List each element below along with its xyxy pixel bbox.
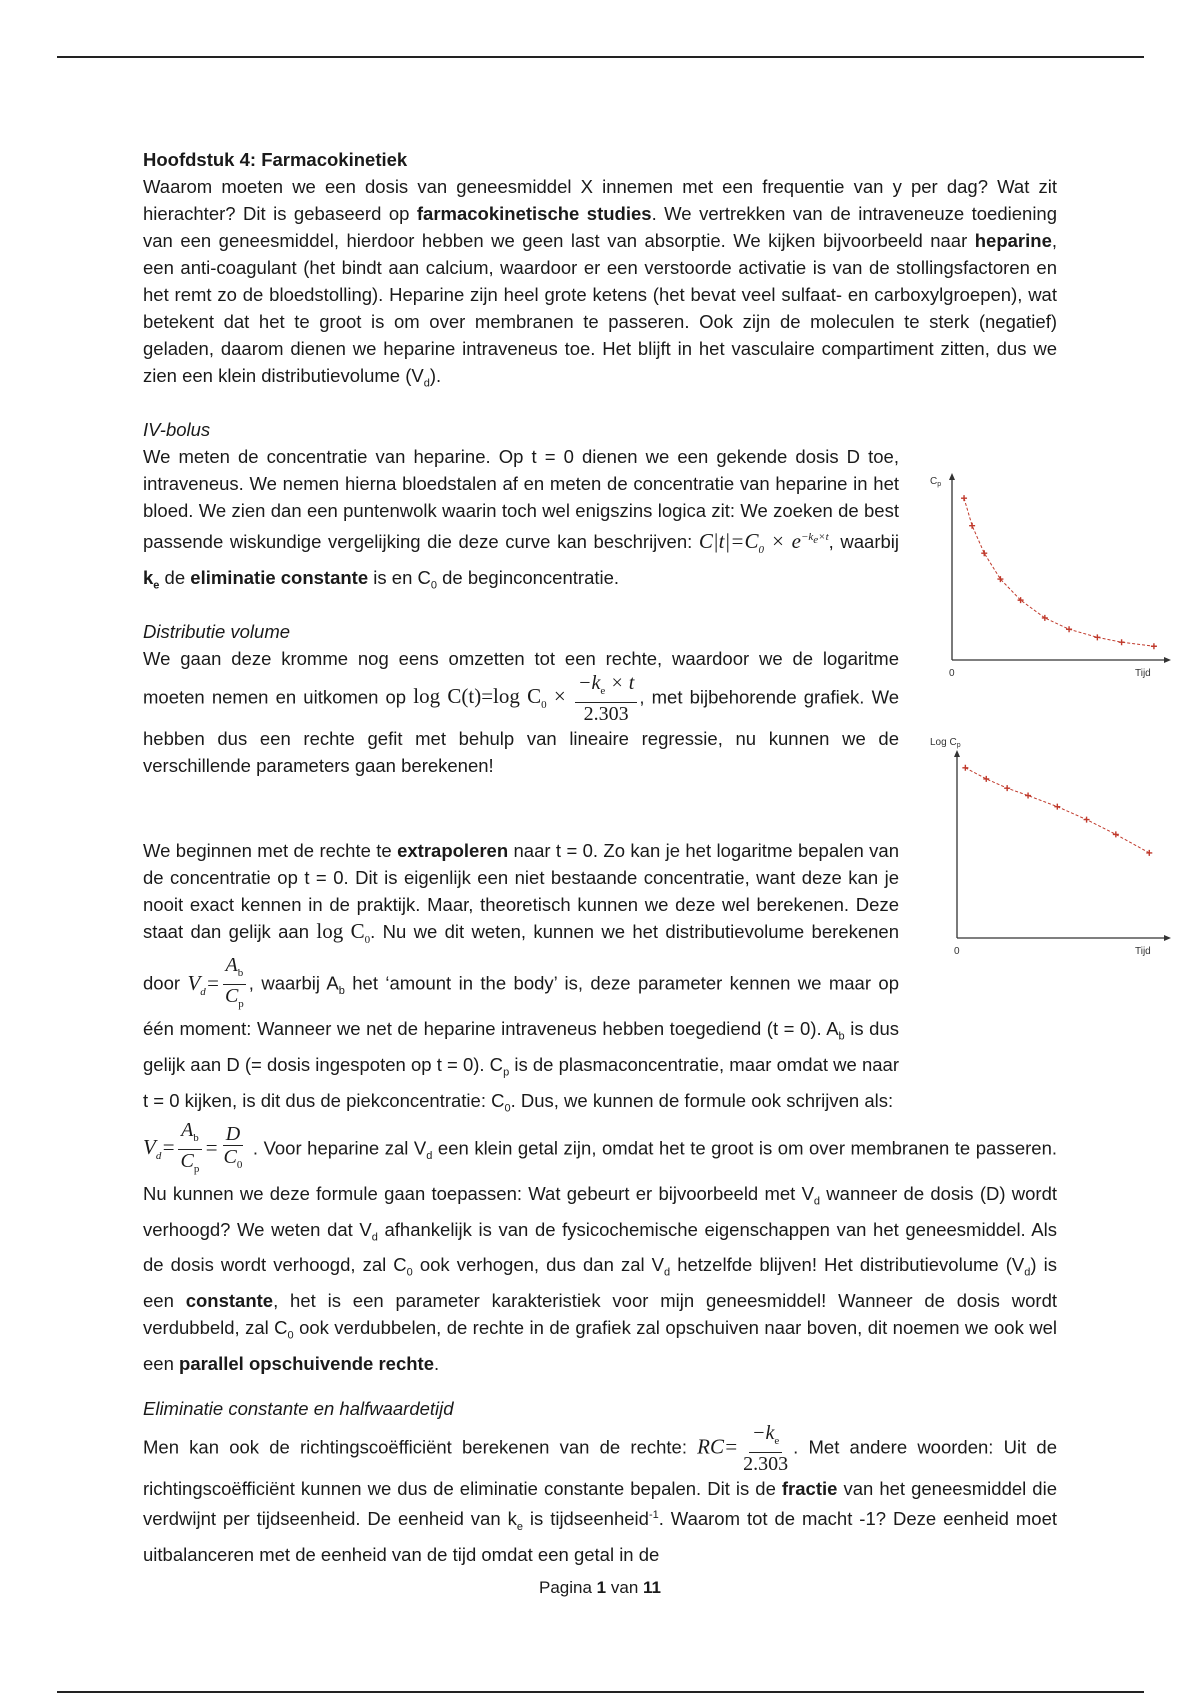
vd-continuation-block: $V_d=$ $\frac{A_b}{C_p}$ = $\frac{D}{C_0}$ . Voor heparine zal $V_d$ een klein getal zijn, omdat het te groot is om over membranen te passeren. Nu kunnen we deze formule gaan toepassen: Wat gebeurt er bijvoorbeeld met $V_d$ wanneer de dosis (D) wordt verhoogd? We weten dat $V_d$ afhankelijk is van de fysicochemische eigenschappen van het geneesmiddel. Als de dosis wordt verhoogd, zal $C_0$ ook verhogen, dus dan zal $V_d$ hetzelfde blijven! Het distributievolume $(V_d)$ is een constante, het is een parameter karakteristiek voor mijn geneesmiddel! Wanneer de dosis wordt verdubbeld, zal $C_0$ ook verdubbelen, de rechte in de grafiek zal opschuiven naar boven, dit noemen we ook wel een parallel opschuivende rechte. Eliminatie constante en halfwaardetijd Men kan ook de richtingscoëfficiënt berekenen van de rechte: RC= $\frac{-k_e}{2.303}$ . Met andere woorden: Uit de richtingscoëfficiënt kunnen we dus de eliminatie constante bepalen. Dit is de fractie van het geneesmiddel die verdwijnt per tijdseenheid. De eenheid van $k_e$ is tijdseenheid$^{-1}$. Waarom tot de macht -1? Deze eenheid moet uitbalanceren met de eenheid van de tijd omdat een getal in de	[143, 1119, 1057, 1568]
page-footer: Pagina 1 van 11	[539, 1578, 661, 1597]
data-point	[1084, 817, 1090, 823]
origin-label: 0	[949, 668, 955, 679]
fraction-log-formula: $\frac{-k_e \times t}{2.303}$	[575, 672, 637, 725]
fraction-rc: $\frac{-k_e}{2.303}$	[743, 1421, 789, 1475]
y-axis-label: Log $C_p$	[930, 737, 961, 749]
data-point	[969, 523, 975, 529]
eliminatie-paragraph: Men kan ook de richtingscoëfficiënt berekenen van de rechte: RC= $\frac{-k_e}{2.303}$ . Met andere woorden: Uit de richtingscoëfficiënt kunnen we dus de eliminatie constante bepalen. Dit is de fractie van het geneesmiddel die verdwijnt per tijdseenheid. De eenheid van $k_e$ is tijdseenheid$^{-1}$. Waarom tot de macht -1? Deze eenheid moet uitbalanceren met de eenheid van de tijd omdat een getal in de	[143, 1421, 1057, 1565]
fraction-d-c0: $\frac{D}{C_0}$	[223, 1123, 243, 1171]
section-title-iv-bolus: IV-bolus	[143, 418, 211, 440]
data-point	[1066, 626, 1072, 632]
data-point	[962, 765, 968, 771]
x-axis-arrow	[1164, 935, 1171, 941]
data-point	[961, 495, 967, 501]
data-point	[1146, 850, 1152, 856]
origin-label: 0	[954, 946, 960, 957]
y-axis-label: $C_p$	[930, 476, 942, 488]
data-point	[1113, 831, 1119, 837]
trend-line	[964, 498, 1154, 646]
extrapolatie-block: We beginnen met de rechte te extrapoleren naar t = 0. Zo kan je het logaritme bepalen van de concentratie op t = 0. Dit is eigenlijk een niet bestaande concentratie, want deze kan je nooit exact kennen in de praktijk. Maar, theoretisch kunnen we deze wel berekenen. Deze staat dan gelijk aan $\log C_0$. Nu we dit weten, kunnen we het distributievolume berekenen door $V_d=$ $\frac{A_b}{C_p}$ , waarbij $A_b$ het ‘amount in the body’ is, deze parameter kennen we maar op één moment: Wanneer we net de heparine intraveneus hebben toegediend (t = 0). $A_b$ is dus gelijk aan D (= dosis ingespoten op t = 0). $C_p$ is de plasmaconcentratie, maar omdat we naar t = 0 kijken, is dit dus de piekconcentratie: $C_0$. Dus, we kunnen de formule ook schrijven als:	[143, 840, 900, 1115]
trend-line	[965, 768, 1149, 853]
data-point	[1054, 804, 1060, 810]
document-page	[143, 146, 1057, 833]
chapter-heading: Hoofdstuk 4: Farmacokinetiek	[143, 149, 408, 170]
top-rule	[57, 56, 1144, 58]
section-title-distributie-volume: Distributie volume	[143, 620, 291, 642]
fraction-vd: $\frac{A_b}{C_p}$	[222, 954, 247, 1015]
y-axis-arrow	[954, 750, 960, 757]
distributie-paragraph: We gaan deze kromme nog eens omzetten tot een rechte, waardoor we de logaritme moeten nemen en uitkomen op log C(t)=log $C_0$ × $\frac{-k_e \times t}{2.303}$ , met bijbehorende grafiek. We hebben dus een rechte gefit met behulp van lineaire regressie, nu kunnen we de verschillende parameters gaan berekenen!	[143, 647, 899, 776]
data-point	[1119, 639, 1125, 645]
bottom-rule	[57, 1691, 1144, 1693]
extrapolatie-paragraph	[143, 806, 1057, 833]
data-point	[1004, 785, 1010, 791]
x-axis-label: Tijd	[1135, 946, 1151, 957]
iv-bolus-paragraph: We meten de concentratie van heparine. Op t = 0 dienen we een gekende dosis D toe, intraveneus. We nemen hierna bloedstalen af en meten de concentratie van heparine in het bloed. We zien dan een puntenwolk waarin toch wel enigszins logica zit: We zoeken de best passende wiskundige vergelijking die deze curve kan beschrijven: $C|t|=C_0 \times e^{-k_e\times t}$, waarbij $k_e$ de eliminatie constante is en $C_0$ de beginconcentratie.	[143, 445, 899, 592]
section-title-eliminatie: Eliminatie constante en halfwaardetijd	[143, 1397, 454, 1419]
x-axis-arrow	[1164, 657, 1171, 663]
data-point	[1025, 793, 1031, 799]
x-axis-label: Tijd	[1135, 668, 1151, 679]
log-concentration-time-chart	[922, 733, 1172, 963]
intro-paragraph: Waarom moeten we een dosis van geneesmiddel X innemen met een frequentie van y per dag? Wat zit hierachter? Dit is gebaseerd op farmacokinetische studies. We vertrekken van de intraveneuze toediening van een geneesmiddel, hierdoor hebben we geen last van absorptie. We kijken bijvoorbeeld naar heparine, een anti-coagulant (het bindt aan calcium, waardoor er een verstoorde activatie is van de stollingsfactoren en het remt zo de bloedstolling). Heparine zijn heel grote ketens (het bevat veel sulfaat- en carboxylgroepen), wat betekent dat het te groot is om over membranen te passeren. Ook zijn de moleculen te sterk (negatief) geladen, daarom dienen we heparine intraveneus toe. Het blijft in het vasculaire compartiment zitten, dus we zien een klein distributievolume $(V_d)$.	[143, 176, 1058, 390]
fraction-ab-cp: $\frac{A_b}{C_p}$	[178, 1119, 203, 1180]
data-point	[983, 776, 989, 782]
data-point	[981, 550, 987, 556]
data-point	[1151, 643, 1157, 649]
y-axis-arrow	[949, 473, 955, 480]
concentration-time-chart	[922, 470, 1172, 680]
data-point	[1094, 634, 1100, 640]
